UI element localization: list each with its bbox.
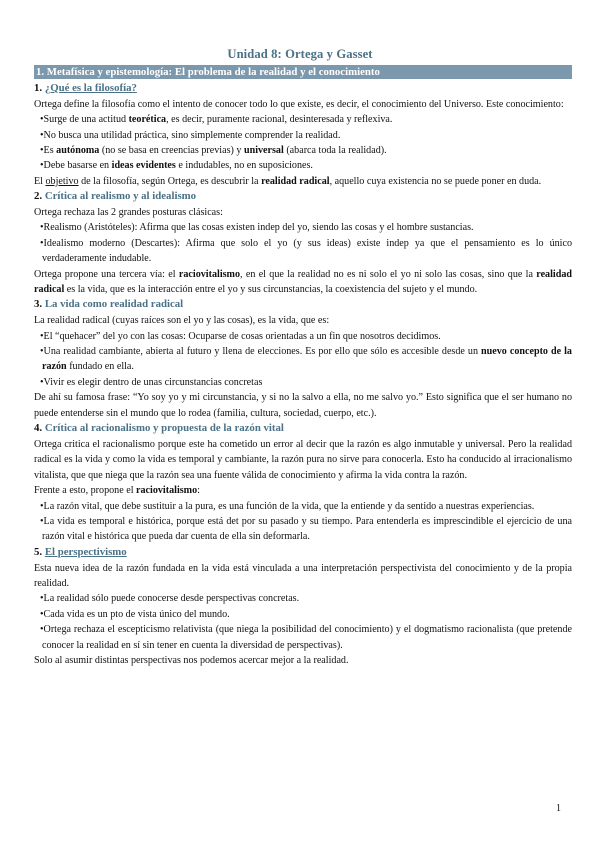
bullet-item: •Vivir es elegir dentro de unas circunstancias concretas <box>40 376 263 388</box>
bullet-item: •Realismo (Aristóteles): Afirma que las cosas existen indep del yo, siendo las cosas y el hombre sustancias. <box>40 222 474 234</box>
paragraph: Ortega propone una tercera vía: el raciovitalismo, en el que la realidad no es ni solo el yo ni solo las cosas, sino que la realidad radical es la vida, que es la interacción entre el yo y sus circunstancias, la coexistencia del sujeto y el mundo. <box>34 268 572 296</box>
section-number: 5. <box>34 545 43 558</box>
section-heading-3 <box>34 297 572 313</box>
section-heading-5 <box>34 545 572 561</box>
section-title: El perspectivismo <box>44 545 127 558</box>
section-number: 2. <box>34 190 43 203</box>
section-number: 3. <box>34 298 43 311</box>
paragraph: De ahí su famosa frase: “Yo soy yo y mi circunstancia, y si no la salvo a ella, no me salvo yo.” Esto significa que el ser humano no puede entenderse sin el mundo que lo rodea (familia, cultura, sociedad, cuerpo, etc.). <box>34 392 572 419</box>
bullet-item: •Es autónoma (no se basa en creencias previas) y universal (abarca toda la realidad). <box>40 145 387 157</box>
bullet-item: •Idealismo moderno (Descartes): Afirma que solo el yo (y sus ideas) existe indep ya que el pensamiento es lo único verdaderamente indudable. <box>40 237 572 265</box>
bullet-item: •Ortega rechaza el escepticismo relativista (que niega la posibilidad del conocimiento) y el dogmatismo racionalista (que pretende conocer la realidad en sí sin tener en cuenta la diversidad de perspectivas). <box>40 624 572 651</box>
document-body <box>34 81 572 668</box>
section-number: 4. <box>34 422 43 435</box>
paragraph: Ortega rechaza las 2 grandes posturas clásicas: <box>34 207 223 219</box>
paragraph: Solo al asumir distintas perspectivas nos podemos acercar mejor a la realidad. <box>34 654 349 666</box>
section-title: Crítica al racionalismo y propuesta de la razón vital <box>44 422 284 435</box>
section-heading-1 <box>34 81 572 97</box>
section-heading-4 <box>34 421 572 437</box>
bullet-item: •El “quehacer” del yo con las cosas: Ocuparse de cosas orientadas a un fin que nosotros decidimos. <box>40 330 441 342</box>
bullet-item: •Cada vida es un pto de vista único del mundo. <box>40 608 230 620</box>
bullet-item: •Debe basarse en ideas evidentes e indudables, no en suposiciones. <box>40 160 313 172</box>
section-title: Crítica al realismo y al idealismo <box>44 190 197 203</box>
bullet-item: •Surge de una actitud teorética, es decir, puramente racional, desinteresada y reflexiva. <box>40 114 393 126</box>
section-heading-2 <box>34 189 572 205</box>
page-title: Unidad 8: Ortega y Gasset <box>227 47 373 61</box>
section-title: La vida como realidad radical <box>44 298 184 311</box>
section-banner: 1. Metafísica y epistemología: El problema de la realidad y el conocimiento <box>34 65 572 79</box>
bullet-item: •Una realidad cambiante, abierta al futuro y llena de elecciones. Es por ello que sólo es accesible desde un nuevo concepto de la razón fundado en ella. <box>40 346 572 373</box>
paragraph: Frente a esto, propone el raciovitalismo: <box>34 485 200 497</box>
paragraph: Esta nueva idea de la razón fundada en la vida está vinculada a una interpretación perspectivista del conocimiento y de la propia realidad. <box>34 562 572 589</box>
page-number: 1 <box>556 803 561 814</box>
bullet-item: •La vida es temporal e histórica, porque está det por su pasado y su tiempo. Para entenderla es imprescindible el ejercicio de una razón vital e histórica que pueda dar cuenta de ella sin deformarla. <box>40 515 572 543</box>
bullet-item: •La razón vital, que debe sustituir a la pura, es una función de la vida, que la entiende y da sentido a nuestras experiencias. <box>40 500 535 512</box>
bullet-item: •La realidad sólo puede conocerse desde perspectivas concretas. <box>40 593 300 605</box>
paragraph: Ortega define la filosofía como el intento de conocer todo lo que existe, es decir, el conocimiento del Universo. Este conocimiento: <box>34 98 564 110</box>
paragraph: El objetivo de la filosofía, según Ortega, es descubrir la realidad radical, aquello cuya existencia no se puede poner en duda. <box>34 175 542 187</box>
section-number: 1. <box>34 82 43 94</box>
section-title: ¿Qué es la filosofía? <box>44 82 137 94</box>
paragraph: La realidad radical (cuyas raíces son el yo y las cosas), es la vida, que es: <box>34 315 330 327</box>
paragraph: Ortega critica el racionalismo porque este ha cometido un error al decir que la razón es algo inmutable y universal. Pero la realidad radical es la vida y como la vida es temporal y cambiante, la razón pura no sirve para conocerla. Esto ha conducido al irracionalismo vitalista, que que niega que la razón sea una fuente válida de conocimiento y afirma la vida contra la razón. <box>34 438 572 481</box>
bullet-item: •No busca una utilidad práctica, sino simplemente comprender la realidad. <box>40 129 341 141</box>
